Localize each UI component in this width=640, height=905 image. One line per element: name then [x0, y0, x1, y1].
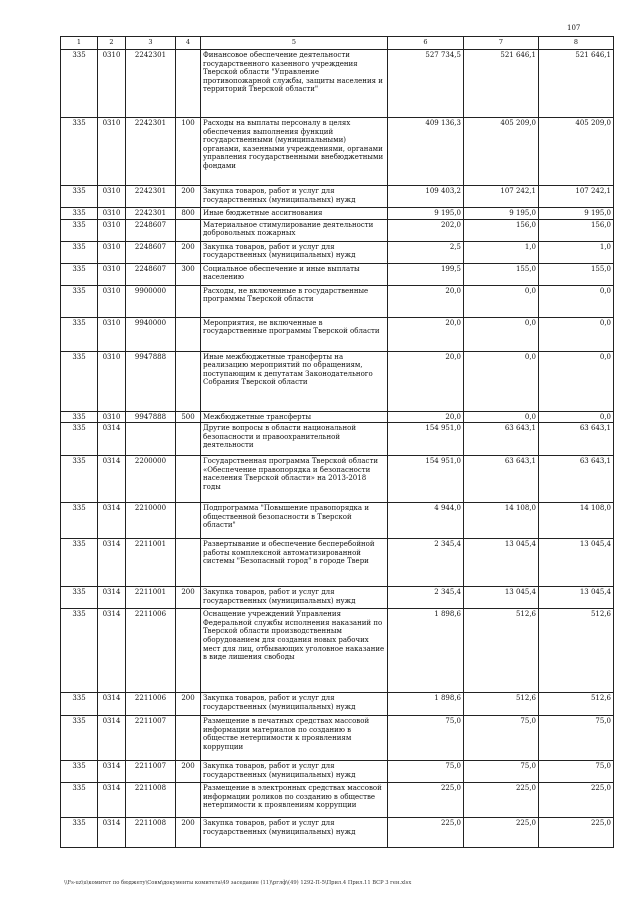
value-col6-cell: 2 345,4: [388, 539, 464, 587]
expense-type-cell: 200: [176, 241, 201, 263]
value-col8-cell: 63 643,1: [539, 456, 614, 503]
value-col8-cell: 155,0: [539, 263, 614, 285]
admin-code-cell: 335: [61, 456, 98, 503]
value-col8-cell: 13 045,4: [539, 539, 614, 587]
table-row: [61, 456, 614, 503]
value-col6-cell: 527 734,5: [388, 50, 464, 118]
table-row: [61, 783, 614, 818]
value-col8-cell: 0,0: [539, 317, 614, 351]
file-path-footer: \\Fs-uz\u\комитет по бюджету\Совм\документы комитета\49 заседание (11)\рглф\(49) 1292-П-5\Прил.4 Прил.11 ВСР 3 ген.xlsx: [64, 880, 412, 886]
expense-type-cell: [176, 50, 201, 118]
value-col7-cell: 75,0: [464, 761, 539, 783]
value-col6-cell: 1 898,6: [388, 693, 464, 716]
description-cell: Размещение в электронных средствах массовой информации роликов по созданию в обществе нетерпимости к проявлениям коррупции: [201, 783, 388, 818]
target-article-cell: 2211001: [126, 539, 176, 587]
admin-code-cell: 335: [61, 263, 98, 285]
value-col6-cell: 199,5: [388, 263, 464, 285]
expense-type-cell: 200: [176, 186, 201, 208]
value-col7-cell: 1,0: [464, 241, 539, 263]
column-header-1: 1: [61, 37, 98, 50]
target-article-cell: 2248607: [126, 263, 176, 285]
admin-code-cell: 335: [61, 693, 98, 716]
column-header-5: 5: [201, 37, 388, 50]
description-cell: Расходы на выплаты персоналу в целях обеспечения выполнения функций государственными (муниципальными) органами, казенными учреждениями, органами управления государственными внебюджетными фондами: [201, 118, 388, 186]
value-col7-cell: 155,0: [464, 263, 539, 285]
admin-code-cell: 335: [61, 118, 98, 186]
section-code-cell: 0310: [98, 219, 126, 241]
admin-code-cell: 335: [61, 783, 98, 818]
admin-code-cell: 335: [61, 411, 98, 423]
value-col6-cell: 109 403,2: [388, 186, 464, 208]
table-row: [61, 208, 614, 220]
value-col8-cell: 75,0: [539, 716, 614, 761]
target-article-cell: 2200000: [126, 456, 176, 503]
target-article-cell: 2248607: [126, 241, 176, 263]
expense-type-cell: [176, 351, 201, 411]
value-col6-cell: 9 195,0: [388, 208, 464, 220]
admin-code-cell: 335: [61, 50, 98, 118]
table-row: [61, 587, 614, 609]
section-code-cell: 0314: [98, 716, 126, 761]
table-row: [61, 716, 614, 761]
value-col8-cell: 0,0: [539, 351, 614, 411]
expense-type-cell: 200: [176, 818, 201, 848]
section-code-cell: 0310: [98, 351, 126, 411]
description-cell: Государственная программа Тверской области «Обеспечение правопорядка и безопасности населения Тверской области» на 2013-2018 годы: [201, 456, 388, 503]
description-cell: Другие вопросы в области национальной безопасности и правоохранительной деятельности: [201, 423, 388, 456]
target-article-cell: 2211006: [126, 609, 176, 693]
column-header-3: 3: [126, 37, 176, 50]
section-code-cell: 0310: [98, 317, 126, 351]
description-cell: Подпрограмма "Повышение правопорядка и общественной безопасности в Тверской области": [201, 503, 388, 539]
target-article-cell: 2211008: [126, 783, 176, 818]
value-col7-cell: 512,6: [464, 693, 539, 716]
section-code-cell: 0310: [98, 118, 126, 186]
section-code-cell: 0314: [98, 423, 126, 456]
description-cell: Развертывание и обеспечение бесперебойной работы комплексной автоматизированной системы "Безопасный город" в городе Твери: [201, 539, 388, 587]
expense-type-cell: [176, 285, 201, 317]
expense-type-cell: 500: [176, 411, 201, 423]
value-col6-cell: 20,0: [388, 317, 464, 351]
value-col7-cell: 0,0: [464, 285, 539, 317]
description-cell: Закупка товаров, работ и услуг для государственных (муниципальных) нужд: [201, 693, 388, 716]
section-code-cell: 0310: [98, 208, 126, 220]
section-code-cell: 0314: [98, 609, 126, 693]
table-row: [61, 50, 614, 118]
section-code-cell: 0314: [98, 539, 126, 587]
value-col6-cell: 409 136,3: [388, 118, 464, 186]
budget-table: [60, 36, 614, 848]
description-cell: Расходы, не включенные в государственные программы Тверской области: [201, 285, 388, 317]
value-col8-cell: 225,0: [539, 783, 614, 818]
description-cell: Мероприятия, не включенные в государственные программы Тверской области: [201, 317, 388, 351]
table-row: [61, 609, 614, 693]
value-col6-cell: 75,0: [388, 716, 464, 761]
description-cell: Оснащение учреждений Управления Федеральной службы исполнения наказаний по Тверской области производственным оборудованием для создания новых рабочих мест для лиц, отбывающих уголовное наказание в виде лишения свободы: [201, 609, 388, 693]
value-col7-cell: 521 646,1: [464, 50, 539, 118]
expense-type-cell: 200: [176, 587, 201, 609]
value-col8-cell: 156,0: [539, 219, 614, 241]
target-article-cell: 2211006: [126, 693, 176, 716]
value-col7-cell: 13 045,4: [464, 587, 539, 609]
description-cell: Финансовое обеспечение деятельности государственного казенного учреждения Тверской области "Управление противопожарной службы, защиты населения и территорий Тверской области": [201, 50, 388, 118]
expense-type-cell: [176, 503, 201, 539]
section-code-cell: 0314: [98, 456, 126, 503]
table-row: [61, 186, 614, 208]
value-col8-cell: 0,0: [539, 411, 614, 423]
section-code-cell: 0314: [98, 783, 126, 818]
expense-type-cell: [176, 783, 201, 818]
value-col6-cell: 154 951,0: [388, 456, 464, 503]
admin-code-cell: 335: [61, 423, 98, 456]
target-article-cell: 2242301: [126, 118, 176, 186]
admin-code-cell: 335: [61, 818, 98, 848]
admin-code-cell: 335: [61, 317, 98, 351]
target-article-cell: 2242301: [126, 208, 176, 220]
section-code-cell: 0310: [98, 411, 126, 423]
value-col8-cell: 521 646,1: [539, 50, 614, 118]
table-row: [61, 411, 614, 423]
section-code-cell: 0310: [98, 186, 126, 208]
expense-type-cell: 800: [176, 208, 201, 220]
admin-code-cell: 335: [61, 761, 98, 783]
admin-code-cell: 335: [61, 503, 98, 539]
value-col8-cell: 14 108,0: [539, 503, 614, 539]
section-code-cell: 0310: [98, 241, 126, 263]
column-header-6: 6: [388, 37, 464, 50]
table-row: [61, 263, 614, 285]
section-code-cell: 0314: [98, 503, 126, 539]
page-number: 107: [567, 24, 581, 32]
value-col7-cell: 512,6: [464, 609, 539, 693]
section-code-cell: 0314: [98, 818, 126, 848]
description-cell: Иные бюджетные ассигнования: [201, 208, 388, 220]
section-code-cell: 0314: [98, 587, 126, 609]
value-col6-cell: 75,0: [388, 761, 464, 783]
table-row: [61, 219, 614, 241]
table-row: [61, 285, 614, 317]
section-code-cell: 0314: [98, 693, 126, 716]
value-col6-cell: 225,0: [388, 783, 464, 818]
table-row: [61, 503, 614, 539]
admin-code-cell: 335: [61, 716, 98, 761]
value-col6-cell: 20,0: [388, 411, 464, 423]
value-col6-cell: 154 951,0: [388, 423, 464, 456]
value-col7-cell: 14 108,0: [464, 503, 539, 539]
value-col7-cell: 0,0: [464, 351, 539, 411]
value-col7-cell: 75,0: [464, 716, 539, 761]
value-col7-cell: 63 643,1: [464, 423, 539, 456]
target-article-cell: 9940000: [126, 317, 176, 351]
target-article-cell: 2211001: [126, 587, 176, 609]
target-article-cell: 2248607: [126, 219, 176, 241]
value-col8-cell: 13 045,4: [539, 587, 614, 609]
expense-type-cell: 200: [176, 761, 201, 783]
value-col7-cell: 0,0: [464, 317, 539, 351]
value-col8-cell: 0,0: [539, 285, 614, 317]
value-col6-cell: 4 944,0: [388, 503, 464, 539]
description-cell: Закупка товаров, работ и услуг для государственных (муниципальных) нужд: [201, 818, 388, 848]
description-cell: Закупка товаров, работ и услуг для государственных (муниципальных) нужд: [201, 761, 388, 783]
value-col7-cell: 405 209,0: [464, 118, 539, 186]
value-col8-cell: 9 195,0: [539, 208, 614, 220]
value-col6-cell: 2 345,4: [388, 587, 464, 609]
admin-code-cell: 335: [61, 208, 98, 220]
expense-type-cell: 300: [176, 263, 201, 285]
admin-code-cell: 335: [61, 351, 98, 411]
value-col7-cell: 13 045,4: [464, 539, 539, 587]
description-cell: Межбюджетные трансферты: [201, 411, 388, 423]
value-col6-cell: 1 898,6: [388, 609, 464, 693]
table-row: [61, 818, 614, 848]
table-row: [61, 317, 614, 351]
value-col8-cell: 512,6: [539, 609, 614, 693]
table-row: [61, 761, 614, 783]
section-code-cell: 0310: [98, 50, 126, 118]
value-col6-cell: 20,0: [388, 351, 464, 411]
value-col7-cell: 156,0: [464, 219, 539, 241]
value-col7-cell: 225,0: [464, 818, 539, 848]
admin-code-cell: 335: [61, 609, 98, 693]
admin-code-cell: 335: [61, 186, 98, 208]
column-header-4: 4: [176, 37, 201, 50]
expense-type-cell: [176, 317, 201, 351]
expense-type-cell: [176, 219, 201, 241]
column-header-2: 2: [98, 37, 126, 50]
value-col8-cell: 405 209,0: [539, 118, 614, 186]
description-cell: Размещение в печатных средствах массовой информации материалов по созданию в обществе нетерпимости к проявлениям коррупции: [201, 716, 388, 761]
value-col8-cell: 512,6: [539, 693, 614, 716]
admin-code-cell: 335: [61, 241, 98, 263]
expense-type-cell: [176, 716, 201, 761]
value-col6-cell: 202,0: [388, 219, 464, 241]
value-col6-cell: 225,0: [388, 818, 464, 848]
section-code-cell: 0310: [98, 285, 126, 317]
target-article-cell: 2242301: [126, 50, 176, 118]
description-cell: Социальное обеспечение и иные выплаты населению: [201, 263, 388, 285]
description-cell: Закупка товаров, работ и услуг для государственных (муниципальных) нужд: [201, 186, 388, 208]
table-row: [61, 118, 614, 186]
target-article-cell: 9900000: [126, 285, 176, 317]
column-header-8: 8: [539, 37, 614, 50]
table-row: [61, 693, 614, 716]
description-cell: Материальное стимулирование деятельности добровольных пожарных: [201, 219, 388, 241]
expense-type-cell: [176, 609, 201, 693]
table-row: [61, 351, 614, 411]
section-code-cell: 0314: [98, 761, 126, 783]
value-col8-cell: 225,0: [539, 818, 614, 848]
description-cell: Закупка товаров, работ и услуг для государственных (муниципальных) нужд: [201, 587, 388, 609]
table-row: [61, 423, 614, 456]
value-col8-cell: 63 643,1: [539, 423, 614, 456]
description-cell: Иные межбюджетные трансферты на реализацию мероприятий по обращениям, поступающим к депутатам Законодательного Собрания Тверской области: [201, 351, 388, 411]
value-col8-cell: 1,0: [539, 241, 614, 263]
table-row: [61, 241, 614, 263]
table-row: [61, 539, 614, 587]
target-article-cell: 2211007: [126, 716, 176, 761]
target-article-cell: 9947888: [126, 351, 176, 411]
value-col6-cell: 20,0: [388, 285, 464, 317]
value-col8-cell: 75,0: [539, 761, 614, 783]
description-cell: Закупка товаров, работ и услуг для государственных (муниципальных) нужд: [201, 241, 388, 263]
target-article-cell: 2211007: [126, 761, 176, 783]
expense-type-cell: [176, 539, 201, 587]
admin-code-cell: 335: [61, 285, 98, 317]
expense-type-cell: 100: [176, 118, 201, 186]
table-header-row: [61, 37, 614, 50]
target-article-cell: 2242301: [126, 186, 176, 208]
target-article-cell: [126, 423, 176, 456]
column-header-7: 7: [464, 37, 539, 50]
admin-code-cell: 335: [61, 539, 98, 587]
value-col7-cell: 0,0: [464, 411, 539, 423]
expense-type-cell: 200: [176, 693, 201, 716]
value-col7-cell: 9 195,0: [464, 208, 539, 220]
target-article-cell: 9947888: [126, 411, 176, 423]
value-col7-cell: 63 643,1: [464, 456, 539, 503]
value-col6-cell: 2,5: [388, 241, 464, 263]
table-body: [61, 50, 614, 848]
expense-type-cell: [176, 456, 201, 503]
expense-type-cell: [176, 423, 201, 456]
section-code-cell: 0310: [98, 263, 126, 285]
target-article-cell: 2211008: [126, 818, 176, 848]
value-col8-cell: 107 242,1: [539, 186, 614, 208]
value-col7-cell: 225,0: [464, 783, 539, 818]
value-col7-cell: 107 242,1: [464, 186, 539, 208]
admin-code-cell: 335: [61, 219, 98, 241]
target-article-cell: 2210000: [126, 503, 176, 539]
admin-code-cell: 335: [61, 587, 98, 609]
